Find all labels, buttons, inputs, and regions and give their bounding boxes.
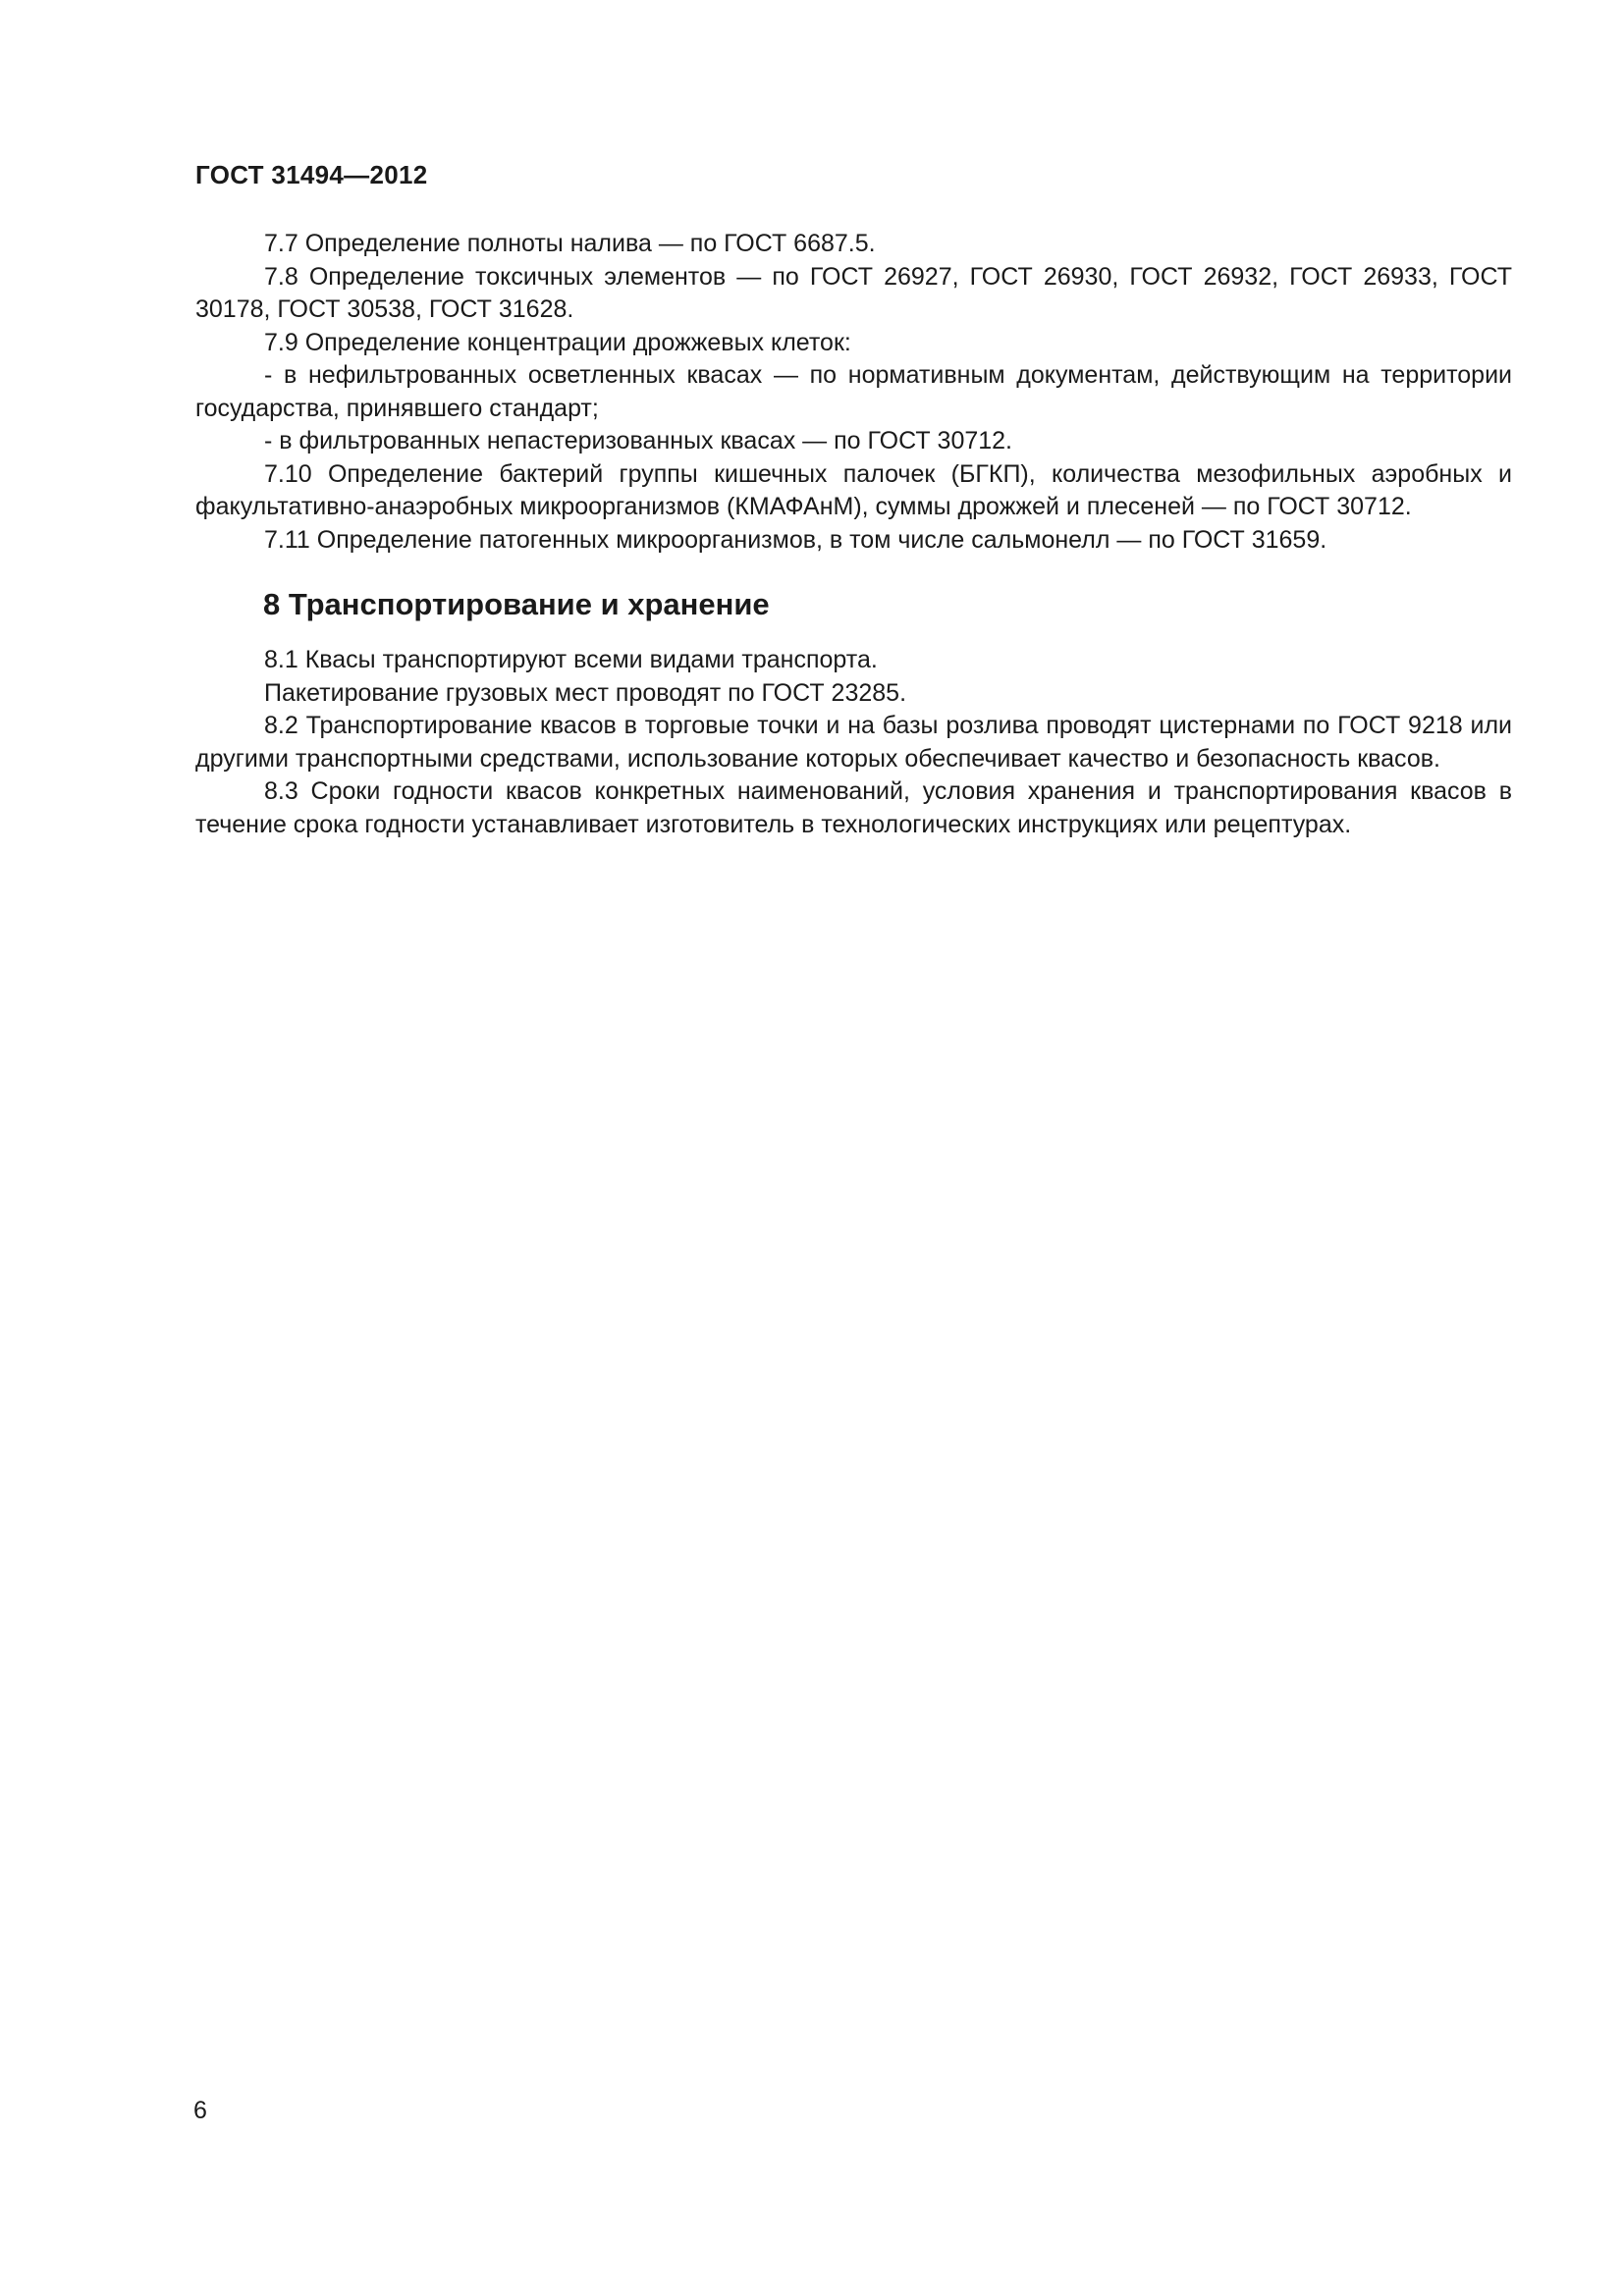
paragraph-8-1-packaging: Пакетирование грузовых мест проводят по ГОСТ 23285.	[264, 678, 907, 707]
document-body	[195, 228, 1512, 841]
document-code-header: ГОСТ 31494—2012	[195, 160, 428, 189]
section-8-title: 8 Транспортирование и хранение	[263, 587, 770, 621]
paragraph-8-3: 8.3 Сроки годности квасов конкретных наименований, условия хранения и транспортирования квасов в течение срока годности устанавливает изготовитель в технологических инструкциях или рецептурах.	[195, 777, 1512, 838]
paragraph-7-10: 7.10 Определение бактерий группы кишечных палочек (БГКП), количества мезофильных аэробных и факультативно-анаэробных микроорганизмов (КМАФАнМ), суммы дрожжей и плесеней — по ГОСТ 30712.	[195, 459, 1512, 520]
paragraph-7-9-item-filtered: - в фильтрованных непастеризованных квасах — по ГОСТ 30712.	[264, 427, 1012, 454]
paragraph-8-2: 8.2 Транспортирование квасов в торговые точки и на базы розлива проводят цистернами по ГОСТ 9218 или другими транспортными средствами, использование которых обеспечивает качество и безопасность квасов.	[195, 712, 1512, 773]
paragraph-8-1: 8.1 Квасы транспортируют всеми видами транспорта.	[264, 646, 878, 673]
paragraph-7-9: 7.9 Определение концентрации дрожжевых клеток:	[264, 328, 851, 356]
page-number: 6	[193, 2097, 207, 2124]
paragraph-7-11: 7.11 Определение патогенных микроорганизмов, в том числе сальмонелл — по ГОСТ 31659.	[264, 525, 1327, 554]
paragraph-7-7: 7.7 Определение полноты налива — по ГОСТ 6687.5.	[264, 230, 876, 257]
paragraph-7-8: 7.8 Определение токсичных элементов — по ГОСТ 26927, ГОСТ 26930, ГОСТ 26932, ГОСТ 26933, ГОСТ 30178, ГОСТ 30538, ГОСТ 31628.	[195, 262, 1512, 323]
paragraph-7-9-item-unfiltered: - в нефильтрованных осветленных квасах — по нормативным документам, действующим на территории государства, принявшего стандарт;	[195, 361, 1512, 422]
